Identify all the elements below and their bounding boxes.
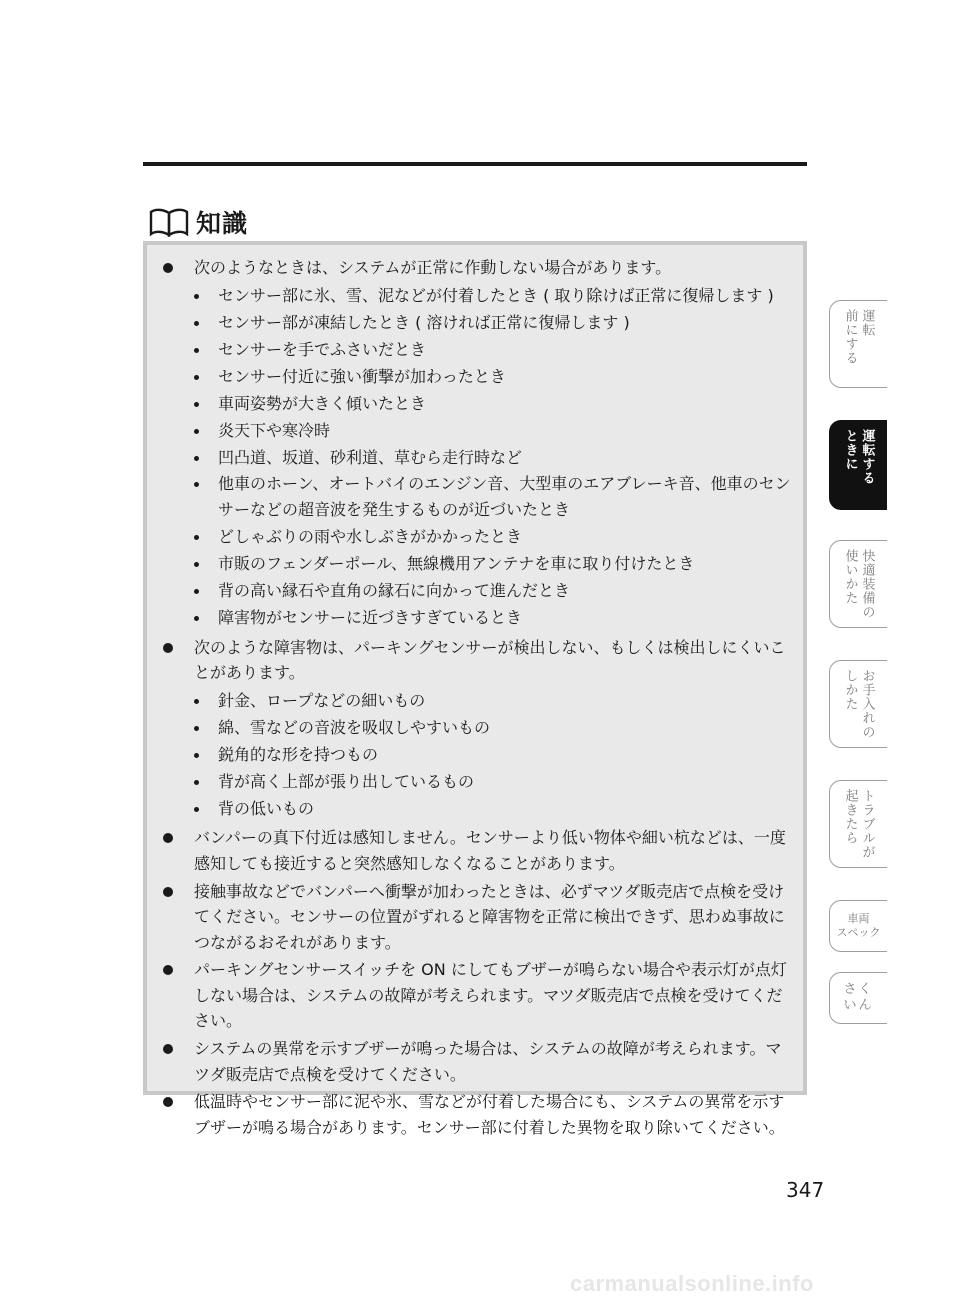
bullet-mark: [163, 965, 173, 975]
sub-bullet: [194, 321, 199, 326]
header-rule: [143, 162, 807, 166]
sub-item-text: 障害物がセンサーに近づきすぎているとき: [218, 608, 523, 628]
sub-bullet: [194, 348, 199, 353]
list-item: [161, 825, 797, 876]
sub-bullet: [194, 402, 199, 407]
sub-item-text: 背の低いもの: [218, 798, 315, 818]
tab-maintenance[interactable]: [829, 660, 887, 748]
tab-label: 使いかた: [842, 549, 858, 605]
sub-item-text: 凹凸道、坂道、砂利道、草むら走行時など: [218, 447, 523, 467]
sub-item: [161, 551, 797, 577]
bullet-mark: [163, 833, 173, 843]
sub-item-text: センサーを手でふさいだとき: [218, 339, 427, 359]
sub-item-text: 車両姿勢が大きく傾いたとき: [218, 393, 427, 413]
sub-item: [161, 715, 797, 741]
tab-index[interactable]: [829, 972, 887, 1024]
sub-bullet: [194, 562, 199, 567]
tab-label: 前にする: [842, 309, 858, 365]
sub-item-text: 背の高い縁石や直角の縁石に向かって進んだとき: [218, 581, 571, 601]
tab-label: いん: [843, 998, 874, 1013]
sub-bullet: [194, 456, 199, 461]
tab-label: ときに: [842, 429, 858, 471]
sub-bullet: [194, 294, 199, 299]
tab-comfort-equipment[interactable]: [829, 540, 887, 628]
sub-item: [161, 605, 797, 631]
tab-label: 快適装備の: [859, 549, 875, 619]
sub-item-text: 針金、ロープなどの細いもの: [218, 690, 426, 710]
sub-item-text: センサー部が凍結したとき ( 溶ければ正常に復帰します ): [218, 312, 630, 332]
sub-item-text: 鋭角的な形を持つもの: [218, 744, 379, 764]
section-title: 知識: [196, 209, 249, 238]
sub-bullet: [194, 482, 199, 487]
sub-item: [161, 337, 797, 363]
list-item: [161, 879, 797, 956]
sub-bullet: [194, 535, 199, 540]
sub-bullet: [194, 429, 199, 434]
knowledge-content: [161, 255, 797, 1142]
tab-label: 起きたら: [842, 789, 858, 845]
tab-label: しかた: [842, 669, 858, 711]
list-item: [161, 255, 797, 281]
tab-label: お手入れの: [859, 669, 875, 739]
sub-item: [161, 418, 797, 444]
item-text: 次のような障害物は、パーキングセンサーが検出しない、もしくは検出しにくいことがあります。: [194, 637, 786, 683]
tab-troubleshooting[interactable]: [829, 780, 887, 868]
sub-item: [161, 742, 797, 768]
tab-label: スペック: [836, 926, 881, 939]
item-text: バンパーの真下付近は感知しません。センサーより低い物体や細い杭などは、一度感知しても接近すると突然感知しなくなることがあります。: [194, 828, 786, 873]
sub-item-text: センサー付近に強い衝撃が加わったとき: [218, 366, 506, 386]
sub-item-text: 背が高く上部が張り出しているもの: [218, 771, 475, 791]
watermark: carmanualsonline.info: [570, 1271, 814, 1296]
book-icon: [148, 207, 190, 237]
sub-item: [161, 391, 797, 417]
tab-label: さく: [843, 982, 874, 997]
sub-item-text: 綿、雪などの音波を吸収しやすいもの: [218, 717, 491, 737]
sub-bullet: [194, 375, 199, 380]
sub-item: [161, 364, 797, 390]
tab-label: 運転する: [859, 429, 875, 485]
sub-item: [161, 524, 797, 550]
sub-list: [161, 688, 797, 822]
tab-label: 運転: [859, 309, 875, 337]
sub-item: [161, 578, 797, 604]
sub-bullet: [194, 616, 199, 621]
sub-item: [161, 688, 797, 714]
item-text: 低温時やセンサー部に泥や氷、雪などが付着した場合にも、システムの異常を示すブザーが鳴る場合があります。センサー部に付着した異物を取り除いてください。: [194, 1092, 785, 1137]
sub-bullet: [194, 753, 199, 758]
tab-label: 車両: [847, 912, 870, 925]
tab-label: トラブルが: [859, 789, 875, 859]
sub-item: [161, 445, 797, 471]
sub-item: [161, 310, 797, 336]
item-text: パーキングセンサースイッチを ON にしてもブザーが鳴らない場合や表示灯が点灯しない場合は、システムの故障が考えられます。マツダ販売店で点検を受けてください。: [194, 960, 787, 1031]
bullet-mark: [163, 1097, 173, 1107]
list-item: [161, 1089, 797, 1140]
sub-item: [161, 471, 797, 522]
sub-bullet: [194, 726, 199, 731]
sub-item-text: 炎天下や寒冷時: [218, 420, 331, 440]
bullet-mark: [163, 887, 173, 897]
sub-item-text: 他車のホーン、オートバイのエンジン音、大型車のエアブレーキ音、他車のセンサーなどの超音波を発生するものが近づいたとき: [218, 474, 791, 520]
list-item: [161, 1036, 797, 1087]
tab-when-driving[interactable]: [829, 420, 887, 510]
tab-specifications[interactable]: [829, 900, 887, 952]
sub-item: [161, 796, 797, 822]
bullet-mark: [163, 263, 173, 273]
tab-before-driving[interactable]: [829, 300, 887, 388]
sub-item-text: センサー部に氷、雪、泥などが付着したとき ( 取り除けば正常に復帰します ): [218, 285, 774, 305]
list-item: [161, 957, 797, 1034]
sub-list: [161, 283, 797, 631]
item-text: システムの異常を示すブザーが鳴った場合は、システムの故障が考えられます。マツダ販売店で点検を受けてください。: [194, 1039, 782, 1084]
sub-bullet: [194, 589, 199, 594]
sub-item: [161, 283, 797, 309]
list-item: [161, 635, 797, 686]
sub-item-text: 市販のフェンダーポール、無線機用アンテナを車に取り付けたとき: [218, 554, 695, 574]
knowledge-box: [143, 241, 807, 1137]
sub-bullet: [194, 807, 199, 812]
sub-item-text: どしゃぶりの雨や水しぶきがかかったとき: [218, 527, 523, 547]
sub-bullet: [194, 699, 199, 704]
page-number: 347: [786, 1178, 825, 1202]
sub-bullet: [194, 780, 199, 785]
section-heading: [148, 205, 248, 239]
bullet-mark: [163, 1044, 173, 1054]
bullet-mark: [163, 643, 173, 653]
item-text: 次のようなときは、システムが正常に作動しない場合があります。: [194, 258, 672, 277]
item-text: 接触事故などでバンパーへ衝撃が加わったときは、必ずマツダ販売店で点検を受けてください。センサーの位置がずれると障害物を正常に検出できず、思わぬ事故につながるおそれがあります。: [194, 881, 785, 952]
sub-item: [161, 769, 797, 795]
